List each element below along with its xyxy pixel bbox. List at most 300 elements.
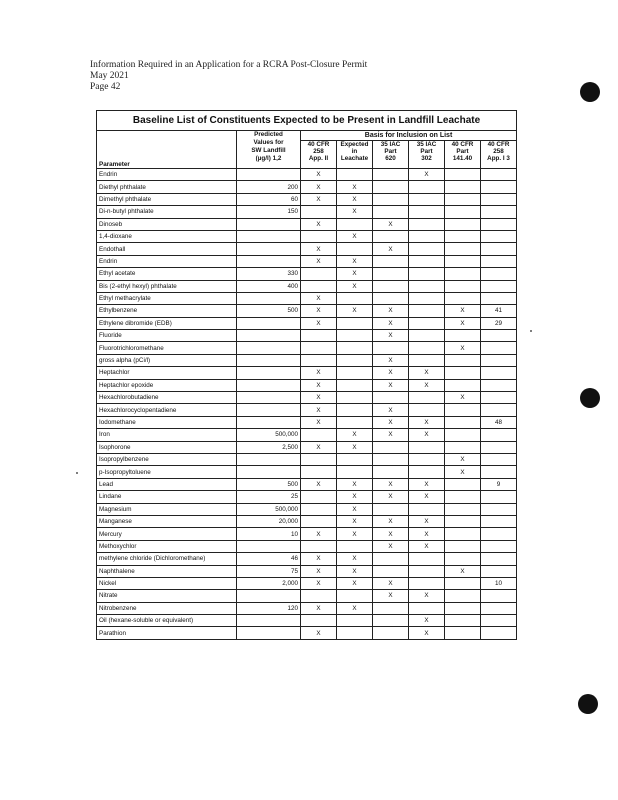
- basis-mark-cell: X: [373, 540, 409, 552]
- basis-header: Basis for Inclusion on List: [301, 131, 517, 141]
- basis-mark-cell: [373, 453, 409, 465]
- basis-mark-cell: [373, 466, 409, 478]
- parameter-cell: Dinoseb: [97, 218, 237, 230]
- parameter-cell: Manganese: [97, 515, 237, 527]
- basis-column-header: [481, 141, 517, 169]
- basis-mark-cell: [445, 268, 481, 280]
- basis-mark-cell: X: [337, 491, 373, 503]
- basis-mark-cell: [445, 615, 481, 627]
- basis-column-header-line: 302: [421, 155, 432, 162]
- basis-mark-cell: X: [373, 528, 409, 540]
- basis-mark-cell: X: [373, 305, 409, 317]
- basis-mark-cell: [409, 565, 445, 577]
- basis-mark-cell: X: [301, 305, 337, 317]
- predicted-value-cell: [237, 243, 301, 255]
- basis-mark-cell: [373, 280, 409, 292]
- basis-mark-cell: [445, 404, 481, 416]
- basis-mark-cell: X: [337, 429, 373, 441]
- basis-mark-cell: [409, 243, 445, 255]
- basis-mark-cell: [373, 342, 409, 354]
- basis-column-header-line: Part: [420, 148, 433, 155]
- app-i-value-cell: [481, 280, 517, 292]
- basis-mark-cell: [337, 292, 373, 304]
- table-row: [97, 193, 517, 205]
- basis-mark-cell: [409, 206, 445, 218]
- basis-mark-cell: [409, 342, 445, 354]
- table-row: [97, 280, 517, 292]
- basis-mark-cell: [409, 193, 445, 205]
- app-i-value-cell: [481, 453, 517, 465]
- parameter-cell: Iodomethane: [97, 416, 237, 428]
- app-i-value-cell: [481, 441, 517, 453]
- table-row: [97, 553, 517, 565]
- table-row: [97, 466, 517, 478]
- parameter-cell: Mercury: [97, 528, 237, 540]
- table-row: [97, 169, 517, 181]
- basis-mark-cell: [337, 466, 373, 478]
- parameter-cell: Oil (hexane-soluble or equivalent): [97, 615, 237, 627]
- app-i-value-cell: [481, 491, 517, 503]
- basis-mark-cell: X: [301, 169, 337, 181]
- basis-mark-cell: [445, 181, 481, 193]
- predicted-value-cell: [237, 466, 301, 478]
- basis-mark-cell: X: [373, 354, 409, 366]
- parameter-cell: Nitrobenzene: [97, 602, 237, 614]
- table-row: [97, 292, 517, 304]
- parameter-cell: Ethyl methacrylate: [97, 292, 237, 304]
- table-row: [97, 218, 517, 230]
- basis-mark-cell: X: [337, 577, 373, 589]
- basis-column-header-line: 35 IAC: [416, 141, 437, 148]
- basis-mark-cell: [373, 230, 409, 242]
- basis-mark-cell: [301, 280, 337, 292]
- basis-mark-cell: X: [409, 615, 445, 627]
- basis-mark-cell: X: [373, 478, 409, 490]
- predicted-value-cell: [237, 354, 301, 366]
- basis-mark-cell: X: [373, 491, 409, 503]
- basis-column-header-line: 35 IAC: [380, 141, 401, 148]
- basis-mark-cell: [445, 330, 481, 342]
- basis-mark-cell: [337, 590, 373, 602]
- basis-mark-cell: X: [409, 379, 445, 391]
- basis-mark-cell: [445, 577, 481, 589]
- basis-mark-cell: [445, 478, 481, 490]
- basis-mark-cell: [409, 268, 445, 280]
- app-i-value-cell: [481, 218, 517, 230]
- basis-column-header: [373, 141, 409, 169]
- parameter-header: Parameter: [97, 131, 237, 169]
- basis-mark-cell: [445, 169, 481, 181]
- basis-mark-cell: X: [301, 218, 337, 230]
- app-i-value-cell: [481, 367, 517, 379]
- basis-mark-cell: X: [301, 416, 337, 428]
- predicted-value-cell: [237, 367, 301, 379]
- parameter-cell: Di-n-butyl phthalate: [97, 206, 237, 218]
- predicted-value-cell: [237, 169, 301, 181]
- table-row: [97, 577, 517, 589]
- predicted-value-cell: [237, 404, 301, 416]
- parameter-cell: Iron: [97, 429, 237, 441]
- parameter-cell: Endrin: [97, 169, 237, 181]
- basis-mark-cell: [409, 466, 445, 478]
- basis-mark-cell: [337, 615, 373, 627]
- header-line-date: May 2021: [90, 71, 129, 81]
- table-row: [97, 392, 517, 404]
- parameter-cell: Hexachlorocyclopentadiene: [97, 404, 237, 416]
- parameter-cell: 1,4-dioxane: [97, 230, 237, 242]
- basis-mark-cell: X: [409, 528, 445, 540]
- table-row: [97, 503, 517, 515]
- basis-column-header-line: 40 CFR: [487, 141, 510, 148]
- app-i-value-cell: [481, 528, 517, 540]
- basis-column-header-line: in: [351, 148, 358, 155]
- basis-mark-cell: [445, 429, 481, 441]
- basis-mark-cell: [337, 379, 373, 391]
- basis-mark-cell: [337, 627, 373, 639]
- table-row: [97, 330, 517, 342]
- basis-mark-cell: [445, 540, 481, 552]
- basis-mark-cell: [445, 590, 481, 602]
- basis-mark-cell: [301, 615, 337, 627]
- basis-mark-cell: [373, 503, 409, 515]
- table-row: [97, 243, 517, 255]
- parameter-cell: Isophorone: [97, 441, 237, 453]
- basis-mark-cell: X: [337, 193, 373, 205]
- predicted-value-cell: [237, 255, 301, 267]
- predicted-value-cell: 120: [237, 602, 301, 614]
- basis-mark-cell: [445, 292, 481, 304]
- basis-mark-cell: [301, 429, 337, 441]
- table-row: [97, 317, 517, 329]
- basis-column-header-line: 258: [493, 148, 504, 155]
- parameter-cell: Diethyl phthalate: [97, 181, 237, 193]
- basis-mark-cell: X: [301, 367, 337, 379]
- basis-mark-cell: [301, 491, 337, 503]
- basis-mark-cell: [409, 441, 445, 453]
- table-row: [97, 354, 517, 366]
- basis-mark-cell: [373, 181, 409, 193]
- parameter-cell: Magnesium: [97, 503, 237, 515]
- basis-mark-cell: [409, 404, 445, 416]
- basis-mark-cell: X: [373, 590, 409, 602]
- basis-mark-cell: X: [337, 602, 373, 614]
- basis-mark-cell: [445, 280, 481, 292]
- predicted-value-cell: 10: [237, 528, 301, 540]
- basis-mark-cell: [373, 206, 409, 218]
- predicted-value-cell: 2,500: [237, 441, 301, 453]
- basis-mark-cell: [445, 503, 481, 515]
- parameter-cell: Ethyl acetate: [97, 268, 237, 280]
- table-row: [97, 206, 517, 218]
- app-i-value-cell: [481, 169, 517, 181]
- parameter-cell: Lindane: [97, 491, 237, 503]
- basis-mark-cell: [301, 540, 337, 552]
- app-i-value-cell: [481, 553, 517, 565]
- table-title: Baseline List of Constituents Expected to be Present in Landfill Leachate: [97, 111, 517, 131]
- app-i-value-cell: [481, 540, 517, 552]
- table-row: [97, 379, 517, 391]
- basis-mark-cell: [445, 528, 481, 540]
- basis-mark-cell: X: [373, 577, 409, 589]
- parameter-cell: Methoxychlor: [97, 540, 237, 552]
- basis-mark-cell: [445, 515, 481, 527]
- app-i-value-cell: [481, 615, 517, 627]
- app-i-value-cell: 10: [481, 577, 517, 589]
- basis-mark-cell: [337, 354, 373, 366]
- parameter-cell: Ethylbenzene: [97, 305, 237, 317]
- basis-mark-cell: [409, 602, 445, 614]
- basis-mark-cell: [373, 615, 409, 627]
- predicted-value-cell: [237, 540, 301, 552]
- table-row: [97, 268, 517, 280]
- basis-mark-cell: X: [337, 553, 373, 565]
- predicted-header-line: Values for: [253, 139, 284, 146]
- basis-mark-cell: [409, 453, 445, 465]
- basis-mark-cell: [337, 169, 373, 181]
- basis-mark-cell: [445, 602, 481, 614]
- basis-mark-cell: X: [337, 305, 373, 317]
- basis-mark-cell: X: [373, 218, 409, 230]
- basis-mark-cell: [445, 354, 481, 366]
- basis-mark-cell: [337, 342, 373, 354]
- basis-mark-cell: X: [409, 540, 445, 552]
- predicted-value-cell: [237, 416, 301, 428]
- basis-column-header-line: 40 CFR: [307, 141, 330, 148]
- predicted-value-cell: 75: [237, 565, 301, 577]
- parameter-cell: Fluoride: [97, 330, 237, 342]
- basis-mark-cell: X: [301, 553, 337, 565]
- basis-mark-cell: X: [337, 565, 373, 577]
- parameter-cell: Ethylene dibromide (EDB): [97, 317, 237, 329]
- app-i-value-cell: [481, 255, 517, 267]
- app-i-value-cell: [481, 292, 517, 304]
- basis-mark-cell: X: [301, 392, 337, 404]
- basis-mark-cell: X: [301, 627, 337, 639]
- predicted-value-cell: [237, 453, 301, 465]
- basis-mark-cell: [445, 243, 481, 255]
- basis-column-header-line: Part: [384, 148, 397, 155]
- table-row: [97, 627, 517, 639]
- basis-mark-cell: [409, 354, 445, 366]
- basis-mark-cell: X: [337, 528, 373, 540]
- basis-mark-cell: X: [301, 602, 337, 614]
- basis-mark-cell: X: [373, 367, 409, 379]
- basis-mark-cell: [445, 193, 481, 205]
- basis-mark-cell: X: [337, 255, 373, 267]
- scan-speck: [530, 330, 532, 332]
- header-line-title: Information Required in an Application for a RCRA Post-Closure Permit: [90, 60, 368, 70]
- table-row: [97, 255, 517, 267]
- basis-mark-cell: [301, 354, 337, 366]
- predicted-value-cell: 400: [237, 280, 301, 292]
- predicted-value-cell: [237, 627, 301, 639]
- table-row: [97, 305, 517, 317]
- basis-mark-cell: X: [409, 169, 445, 181]
- basis-mark-cell: [445, 627, 481, 639]
- table-row: [97, 590, 517, 602]
- app-i-value-cell: [481, 429, 517, 441]
- predicted-value-cell: 500,000: [237, 503, 301, 515]
- parameter-cell: Heptachlor: [97, 367, 237, 379]
- parameter-cell: Heptachlor epoxide: [97, 379, 237, 391]
- basis-column-header-line: 258: [313, 148, 324, 155]
- basis-mark-cell: [445, 255, 481, 267]
- app-i-value-cell: 41: [481, 305, 517, 317]
- basis-column-header-line: 141.40: [452, 155, 473, 162]
- basis-mark-cell: X: [301, 565, 337, 577]
- table-row: [97, 342, 517, 354]
- app-i-value-cell: [481, 515, 517, 527]
- basis-mark-cell: [301, 342, 337, 354]
- predicted-value-cell: 500: [237, 478, 301, 490]
- basis-mark-cell: [301, 268, 337, 280]
- basis-mark-cell: [373, 292, 409, 304]
- app-i-value-cell: [481, 181, 517, 193]
- predicted-value-cell: 150: [237, 206, 301, 218]
- basis-mark-cell: X: [301, 181, 337, 193]
- basis-mark-cell: X: [445, 565, 481, 577]
- parameter-cell: Nickel: [97, 577, 237, 589]
- basis-mark-cell: X: [337, 478, 373, 490]
- basis-mark-cell: X: [373, 429, 409, 441]
- app-i-value-cell: [481, 230, 517, 242]
- app-i-value-cell: [481, 268, 517, 280]
- basis-mark-cell: [445, 230, 481, 242]
- predicted-header-line: SW Landfill: [251, 147, 286, 154]
- basis-mark-cell: X: [445, 305, 481, 317]
- table-row: [97, 453, 517, 465]
- parameter-cell: Isopropylbenzene: [97, 453, 237, 465]
- basis-mark-cell: [409, 218, 445, 230]
- basis-mark-cell: X: [337, 268, 373, 280]
- table-row: [97, 367, 517, 379]
- basis-mark-cell: X: [445, 466, 481, 478]
- app-i-value-cell: [481, 342, 517, 354]
- basis-mark-cell: [301, 453, 337, 465]
- scan-speck: [76, 472, 78, 474]
- basis-mark-cell: X: [445, 317, 481, 329]
- header-line-page: Page 42: [90, 82, 121, 92]
- basis-mark-cell: [409, 503, 445, 515]
- basis-mark-cell: [301, 330, 337, 342]
- basis-mark-cell: [409, 181, 445, 193]
- basis-mark-cell: [445, 379, 481, 391]
- basis-mark-cell: X: [445, 453, 481, 465]
- basis-mark-cell: [337, 416, 373, 428]
- basis-mark-cell: [445, 218, 481, 230]
- basis-mark-cell: [337, 540, 373, 552]
- table-row: [97, 404, 517, 416]
- table-row: [97, 181, 517, 193]
- basis-mark-cell: [373, 392, 409, 404]
- predicted-value-cell: [237, 342, 301, 354]
- basis-mark-cell: [409, 330, 445, 342]
- basis-mark-cell: X: [409, 627, 445, 639]
- basis-mark-cell: X: [445, 342, 481, 354]
- table-row: [97, 441, 517, 453]
- basis-column-header: [337, 141, 373, 169]
- basis-mark-cell: [445, 206, 481, 218]
- app-i-value-cell: [481, 330, 517, 342]
- basis-mark-cell: X: [409, 478, 445, 490]
- basis-mark-cell: [301, 515, 337, 527]
- app-i-value-cell: [481, 206, 517, 218]
- basis-mark-cell: [373, 255, 409, 267]
- predicted-value-cell: [237, 330, 301, 342]
- basis-mark-cell: [445, 553, 481, 565]
- binder-hole-bottom: [578, 694, 598, 714]
- app-i-value-cell: [481, 602, 517, 614]
- basis-mark-cell: X: [301, 317, 337, 329]
- basis-mark-cell: X: [409, 429, 445, 441]
- app-i-value-cell: [481, 354, 517, 366]
- basis-mark-cell: [337, 317, 373, 329]
- app-i-value-cell: [481, 627, 517, 639]
- basis-mark-cell: [409, 230, 445, 242]
- basis-mark-cell: X: [373, 243, 409, 255]
- app-i-value-cell: [481, 404, 517, 416]
- predicted-value-cell: 2,000: [237, 577, 301, 589]
- basis-mark-cell: [337, 453, 373, 465]
- predicted-header-line: Predicted: [254, 131, 283, 138]
- basis-mark-cell: X: [337, 503, 373, 515]
- app-i-value-cell: [481, 503, 517, 515]
- basis-mark-cell: X: [301, 292, 337, 304]
- basis-mark-cell: [409, 577, 445, 589]
- parameter-cell: gross alpha (pCi/l): [97, 354, 237, 366]
- basis-mark-cell: X: [409, 590, 445, 602]
- app-i-value-cell: [481, 243, 517, 255]
- basis-mark-cell: [373, 565, 409, 577]
- basis-mark-cell: X: [373, 416, 409, 428]
- basis-mark-cell: X: [409, 491, 445, 503]
- document-header: [90, 60, 367, 93]
- basis-mark-cell: [373, 627, 409, 639]
- basis-mark-cell: [337, 392, 373, 404]
- table-row: [97, 491, 517, 503]
- predicted-value-cell: [237, 230, 301, 242]
- table-row: [97, 230, 517, 242]
- app-i-value-cell: [481, 590, 517, 602]
- basis-mark-cell: X: [373, 317, 409, 329]
- basis-mark-cell: X: [301, 243, 337, 255]
- basis-mark-cell: [373, 268, 409, 280]
- basis-mark-cell: [409, 317, 445, 329]
- basis-column-header-line: App. II: [308, 155, 329, 162]
- basis-mark-cell: X: [301, 478, 337, 490]
- table-row: [97, 615, 517, 627]
- basis-mark-cell: X: [373, 379, 409, 391]
- table-row: [97, 416, 517, 428]
- basis-mark-cell: X: [373, 330, 409, 342]
- parameter-cell: Bis (2-ethyl hexyl) phthalate: [97, 280, 237, 292]
- basis-mark-cell: X: [301, 577, 337, 589]
- basis-mark-cell: X: [337, 230, 373, 242]
- parameter-cell: Lead: [97, 478, 237, 490]
- parameter-cell: Fluorotrichloromethane: [97, 342, 237, 354]
- basis-mark-cell: [409, 392, 445, 404]
- basis-mark-cell: [373, 553, 409, 565]
- basis-mark-cell: [409, 305, 445, 317]
- basis-mark-cell: [337, 218, 373, 230]
- binder-hole-middle: [580, 388, 600, 408]
- predicted-value-cell: [237, 590, 301, 602]
- basis-mark-cell: X: [373, 515, 409, 527]
- basis-mark-cell: X: [409, 367, 445, 379]
- basis-column-header-line: App. I 3: [487, 155, 510, 162]
- basis-mark-cell: [445, 491, 481, 503]
- parameter-cell: p-Isopropyltoluene: [97, 466, 237, 478]
